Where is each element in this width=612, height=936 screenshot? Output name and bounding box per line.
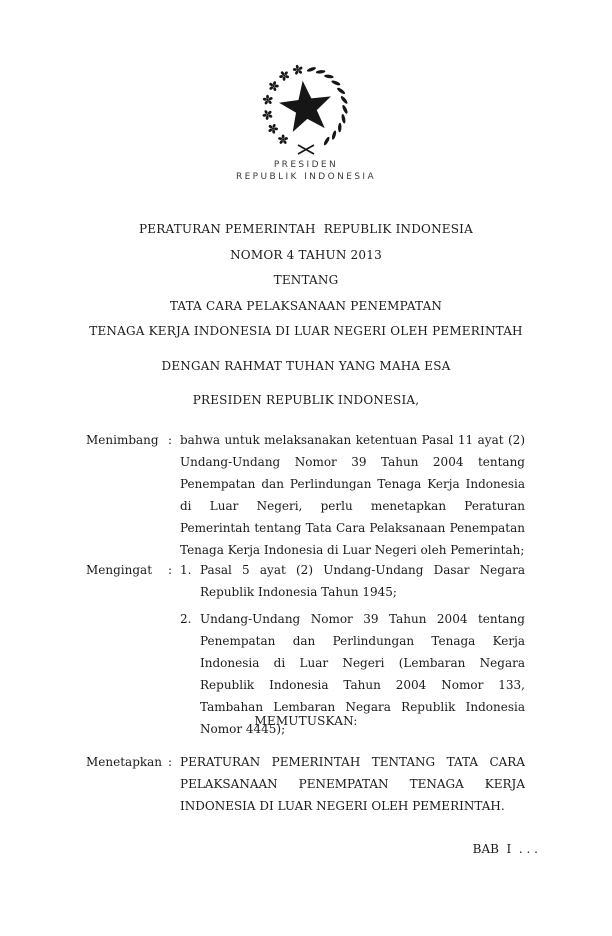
title-regulation-name: PERATURAN PEMERINTAH REPUBLIK INDONESIA [139,222,473,236]
decision-heading: MEMUTUSKAN: [254,714,358,728]
page-catchword: BAB I . . . [472,842,538,856]
clause-label-menetapkan: Menetapkan [86,755,163,769]
title-number-year: NOMOR 4 TAHUN 2013 [230,247,382,262]
clause-colon: : [168,755,173,769]
enacting-row [86,751,525,817]
considering-row [86,429,525,561]
considering-text: bahwa untuk melaksanakan ketentuan Pasal 11 ayat (2) Undang-Undang Nomor 39 Tahun 2004 tentang Penempatan dan Perlindungan Tenaga Kerja Indonesia di Luar Negeri, perlu menetapkan Peraturan Pemerintah tentang Tata Cara Pelaksanaan Penempatan Tenaga Kerja Indonesia di Luar Negeri oleh Pemerintah; [180,433,525,557]
list-item-number: 2. [180,612,192,626]
document-title [0,217,612,345]
recalling-clause [86,559,525,740]
clause-label-mengingat: Mengingat [86,563,153,577]
recalling-row [86,559,525,740]
list-item-text: Pasal 5 ayat (2) Undang-Undang Dasar Negara Republik Indonesia Tahun 1945; [200,563,525,599]
enacting-clause [86,751,525,817]
authority-line: PRESIDEN REPUBLIK INDONESIA, [192,393,420,407]
star-icon [277,78,335,134]
letterhead-line-republik: REPUBLIK INDONESIA [235,171,377,182]
legal-basis-list [180,559,525,740]
invocation-line: DENGAN RAHMAT TUHAN YANG MAHA ESA [161,359,451,373]
letterhead [0,160,612,183]
presidential-emblem [247,62,365,158]
list-item [180,559,525,603]
clause-label-menimbang: Menimbang [86,433,159,447]
title-tentang: TENTANG [273,273,339,287]
title-subject-line-2: TENAGA KERJA INDONESIA DI LUAR NEGERI OLEH PEMERINTAH [89,324,523,338]
clause-colon: : [168,563,173,577]
list-item-text: Undang-Undang Nomor 39 Tahun 2004 tentang Penempatan dan Perlindungan Tenaga Kerja Indonesia di Luar Negeri (Lembaran Negara Republik Indonesia Tahun 2004 Nomor 133, Tambahan Lembaran Negara Republik Indonesia Nomor 4445); [200,612,525,736]
presidential-emblem-graphic [247,62,365,158]
title-subject-line-1: TATA CARA PELAKSANAAN PENEMPATAN [169,298,443,313]
list-item-number: 1. [180,563,192,577]
stems-icon [298,145,314,154]
clause-colon: : [168,433,173,447]
enacting-text: PERATURAN PEMERINTAH TENTANG TATA CARA PELAKSANAAN PENEMPATAN TENAGA KERJA INDONESIA DI LUAR NEGERI OLEH PEMERINTAH. [180,755,525,813]
letterhead-line-presiden: PRESIDEN [273,160,339,170]
considering-clause [86,429,525,561]
